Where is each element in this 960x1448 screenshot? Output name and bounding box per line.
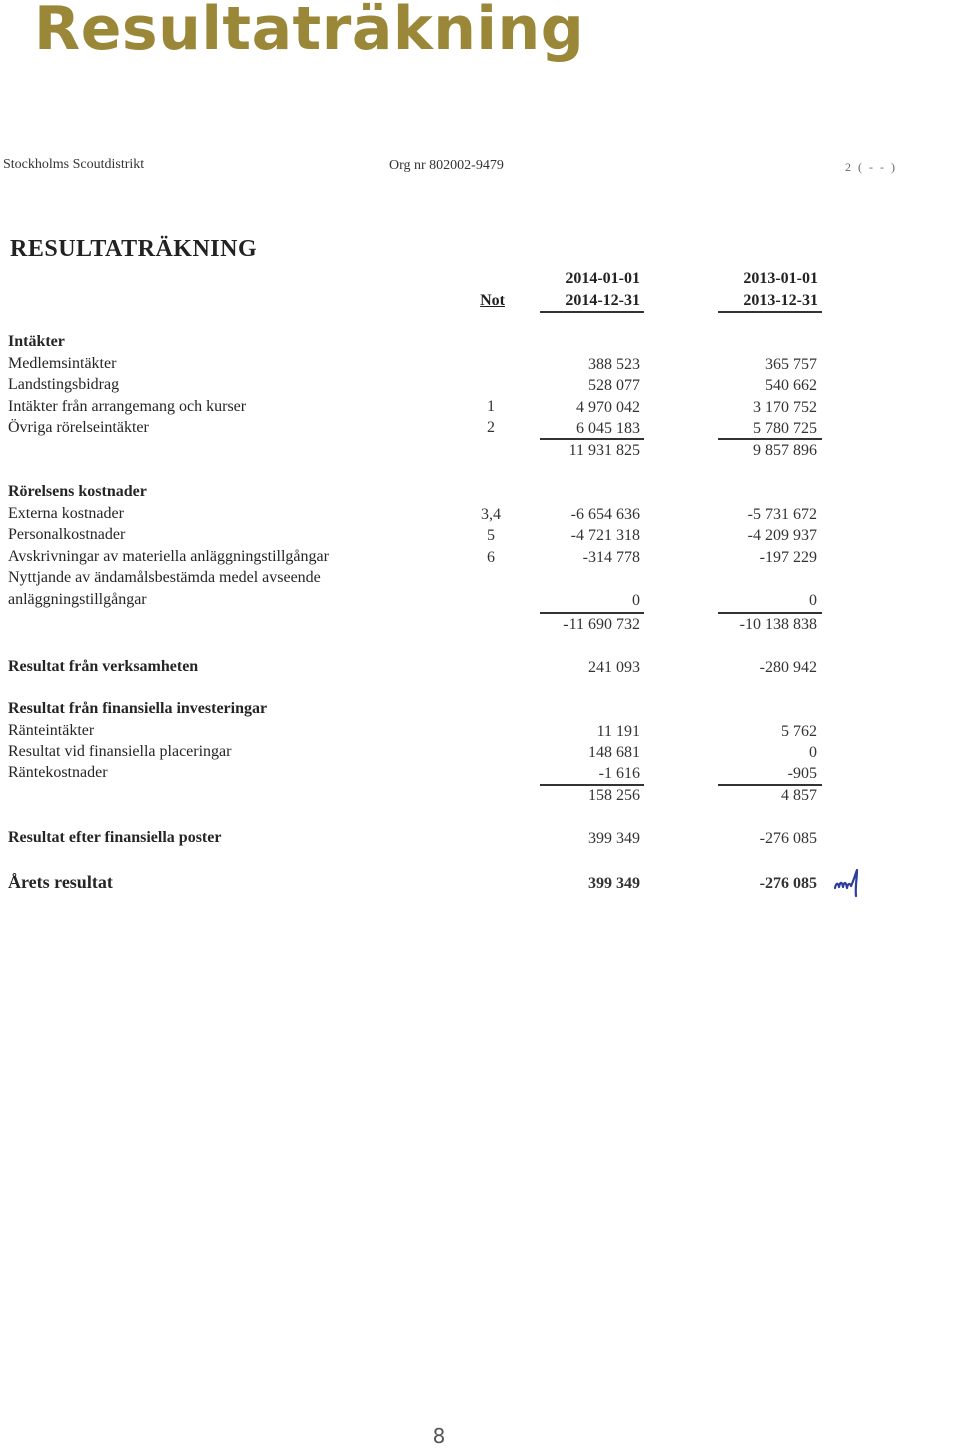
section-heading-costs: Rörelsens kostnader bbox=[8, 483, 147, 500]
row-label: Intäkter från arrangemang och kurser bbox=[8, 398, 247, 415]
financial-total-2013: 4 857 bbox=[781, 787, 817, 804]
row-label: Externa kostnader bbox=[8, 505, 124, 522]
income-total-2013: 9 857 896 bbox=[753, 442, 817, 459]
period-2013-end: 2013-12-31 bbox=[743, 292, 818, 309]
value-2014: 0 bbox=[632, 592, 640, 609]
value-2014: -1 616 bbox=[598, 765, 640, 782]
row-label: Avskrivningar av materiella anläggningstillgångar bbox=[8, 548, 329, 565]
subtotal-rule bbox=[718, 784, 822, 786]
value-2014: -6 654 636 bbox=[570, 506, 640, 523]
period-2014-start: 2014-01-01 bbox=[565, 270, 640, 287]
value-2013: 365 757 bbox=[765, 356, 817, 373]
operating-result-2014: 241 093 bbox=[588, 659, 640, 676]
operating-result-label: Resultat från verksamheten bbox=[8, 658, 199, 675]
subtotal-rule bbox=[718, 438, 822, 440]
subtotal-rule bbox=[718, 612, 822, 614]
value-2013: 5 762 bbox=[781, 723, 817, 740]
note-ref: 6 bbox=[487, 549, 495, 566]
period-2014-end: 2014-12-31 bbox=[565, 292, 640, 309]
note-ref: 3,4 bbox=[481, 506, 501, 523]
value-2014: 388 523 bbox=[588, 356, 640, 373]
subtotal-rule bbox=[540, 438, 644, 440]
value-2014: -4 721 318 bbox=[570, 527, 640, 544]
period-2013-start: 2013-01-01 bbox=[743, 270, 818, 287]
header-rule bbox=[718, 311, 822, 313]
page-heading: Resultaträkning bbox=[34, 0, 585, 64]
row-label-continued: anläggningstillgångar bbox=[8, 591, 147, 608]
signature-initials bbox=[832, 866, 866, 902]
value-2014: 148 681 bbox=[588, 744, 640, 761]
row-label: Ränteintäkter bbox=[8, 722, 95, 739]
note-ref: 5 bbox=[487, 527, 495, 544]
value-2013: 5 780 725 bbox=[753, 420, 817, 437]
after-financial-2014: 399 349 bbox=[588, 830, 640, 847]
note-ref: 2 bbox=[487, 419, 495, 436]
row-label: Övriga rörelseintäkter bbox=[8, 419, 149, 436]
after-financial-label: Resultat efter finansiella poster bbox=[8, 829, 222, 846]
value-2014: 4 970 042 bbox=[576, 399, 640, 416]
operating-result-2013: -280 942 bbox=[759, 659, 817, 676]
row-label: Landstingsbidrag bbox=[8, 376, 120, 393]
income-total-2014: 11 931 825 bbox=[568, 442, 640, 459]
value-2013: -4 209 937 bbox=[747, 527, 817, 544]
organization-name: Stockholms Scoutdistrikt bbox=[3, 157, 145, 172]
section-heading-financial: Resultat från finansiella investeringar bbox=[8, 700, 268, 717]
value-2013: -197 229 bbox=[759, 549, 817, 566]
page-reference: 2 ( - - ) bbox=[845, 160, 897, 174]
row-label: Resultat vid finansiella placeringar bbox=[8, 743, 232, 760]
value-2014: 528 077 bbox=[588, 377, 640, 394]
org-number: Org nr 802002-9479 bbox=[389, 158, 504, 173]
note-column-header: Not bbox=[480, 292, 505, 309]
subtotal-rule bbox=[540, 784, 644, 786]
page-number: 8 bbox=[432, 1424, 446, 1448]
value-2013: 0 bbox=[809, 744, 817, 761]
value-2013: 0 bbox=[809, 592, 817, 609]
row-label: Nyttjande av ändamålsbestämda medel avseende bbox=[8, 569, 321, 586]
row-label: Personalkostnader bbox=[8, 526, 126, 543]
costs-total-2013: -10 138 838 bbox=[739, 616, 817, 633]
year-result-label: Årets resultat bbox=[8, 872, 113, 892]
value-2013: 3 170 752 bbox=[753, 399, 817, 416]
year-result-2014: 399 349 bbox=[588, 875, 640, 892]
value-2014: 6 045 183 bbox=[576, 420, 640, 437]
value-2014: -314 778 bbox=[582, 549, 640, 566]
after-financial-2013: -276 085 bbox=[759, 830, 817, 847]
header-rule bbox=[540, 311, 644, 313]
costs-total-2014: -11 690 732 bbox=[563, 616, 640, 633]
value-2013: -905 bbox=[787, 765, 817, 782]
subtotal-rule bbox=[540, 612, 644, 614]
year-result-2013: -276 085 bbox=[759, 875, 817, 892]
section-heading-income: Intäkter bbox=[8, 333, 65, 350]
document-title: RESULTATRÄKNING bbox=[10, 236, 258, 262]
row-label: Medlemsintäkter bbox=[8, 355, 117, 372]
value-2013: -5 731 672 bbox=[747, 506, 817, 523]
value-2013: 540 662 bbox=[765, 377, 817, 394]
note-ref: 1 bbox=[487, 398, 495, 415]
value-2014: 11 191 bbox=[596, 723, 640, 740]
financial-total-2014: 158 256 bbox=[588, 787, 640, 804]
row-label: Räntekostnader bbox=[8, 764, 108, 781]
